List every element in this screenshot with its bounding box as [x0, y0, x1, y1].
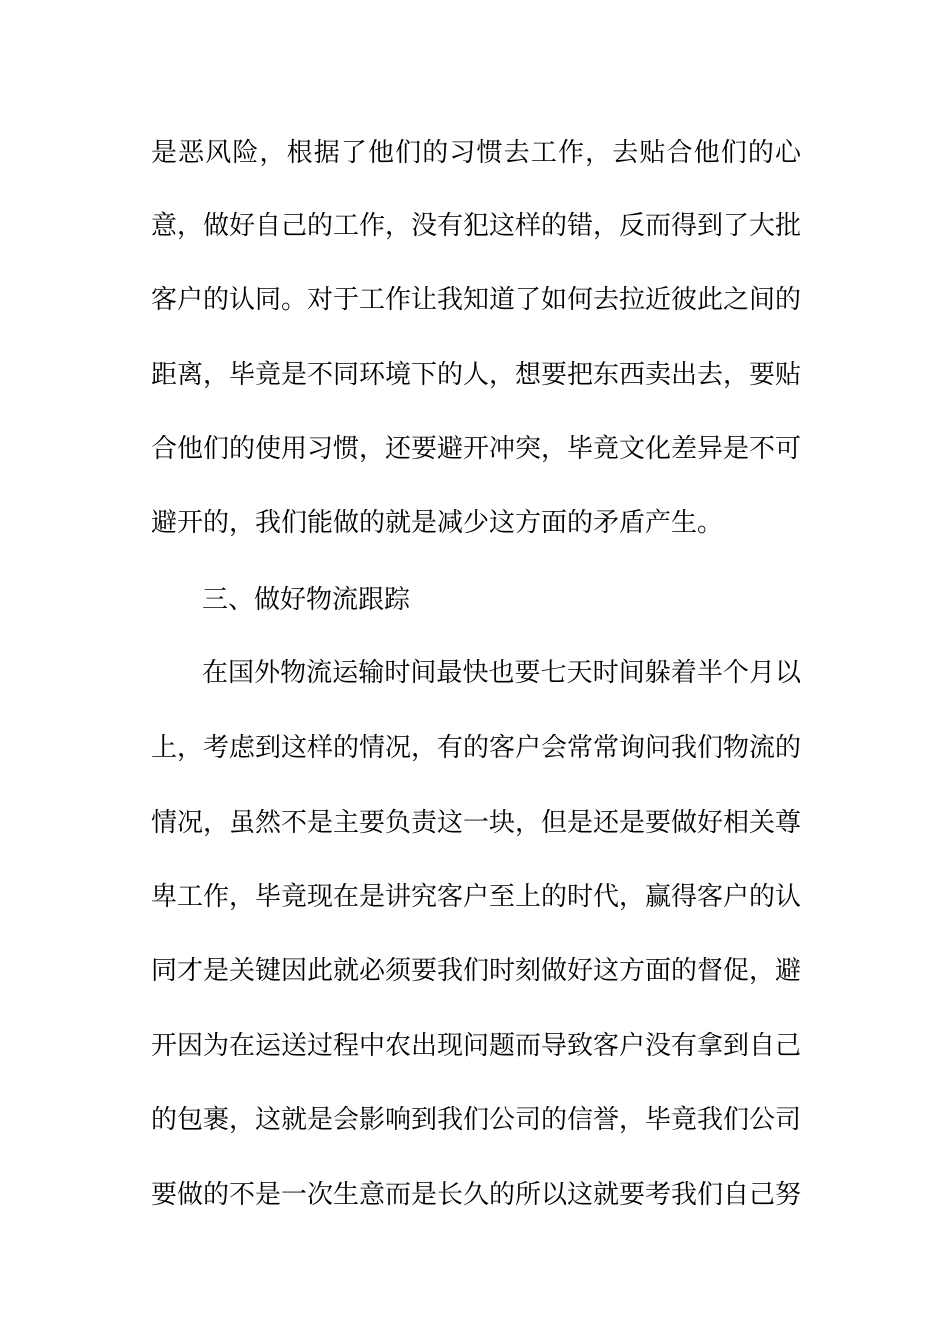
paragraph-1-line-6: 避开的，我们能做的就是减少这方面的矛盾产生。	[151, 508, 724, 538]
paragraph-2-line-7: 的包裹，这就是会影响到我们公司的信誉，毕竟我们公司	[151, 1105, 802, 1135]
paragraph-2-line-2: 上，考虑到这样的情况，有的客户会常常询问我们物流的	[151, 733, 802, 763]
paragraph-1-line-4: 距离，毕竟是不同环境下的人，想要把东西卖出去，要贴	[151, 360, 802, 390]
paragraph-2-line-4: 卑工作，毕竟现在是讲究客户至上的时代，赢得客户的认	[151, 882, 802, 912]
paragraph-1-line-5: 合他们的使用习惯，还要避开冲突，毕竟文化差异是不可	[151, 434, 802, 464]
paragraph-2-line-3: 情况，虽然不是主要负责这一块，但是还是要做好相关尊	[151, 808, 802, 838]
paragraph-1-line-3: 客户的认同。对于工作让我知道了如何去拉近彼此之间的	[151, 285, 802, 315]
paragraph-2-line-5: 同才是关键因此就必须要我们时刻做好这方面的督促，避	[151, 956, 802, 986]
paragraph-2-line-6: 开因为在运送过程中农出现问题而导致客户没有拿到自己	[151, 1031, 802, 1061]
section-heading: 三、做好物流跟踪	[202, 585, 411, 615]
paragraph-1-line-1: 是恶风险，根据了他们的习惯去工作，去贴合他们的心	[151, 138, 801, 168]
paragraph-2-line-1: 在国外物流运输时间最快也要七天时间躲着半个月以	[202, 658, 801, 688]
paragraph-1-line-2: 意，做好自己的工作，没有犯这样的错，反而得到了大批	[151, 211, 802, 241]
paragraph-2-line-8: 要做的不是一次生意而是长久的所以这就要考我们自己努	[151, 1180, 802, 1210]
